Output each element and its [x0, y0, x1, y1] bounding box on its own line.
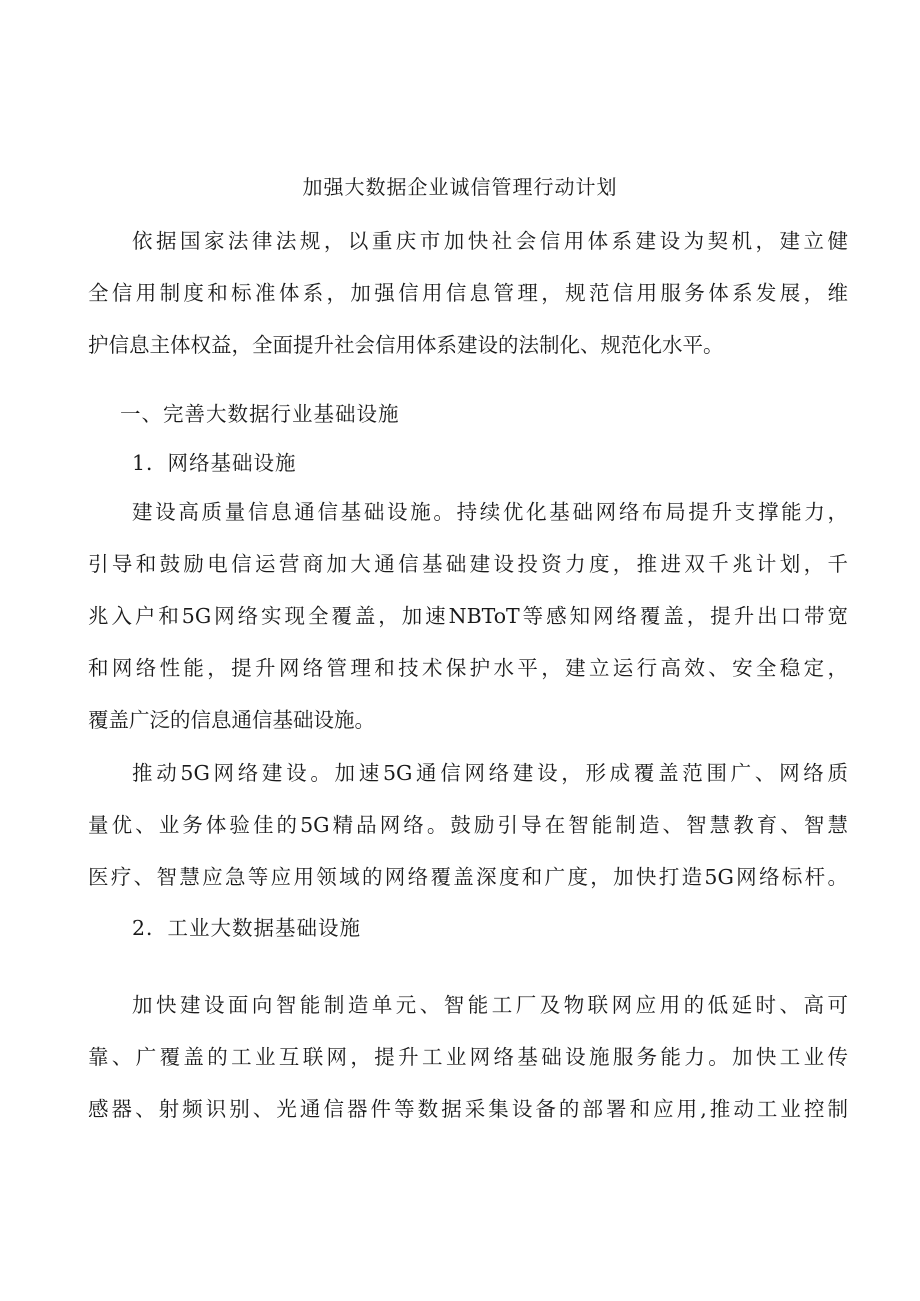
sub1-para2-line-3: 医疗、智慧应急等应用领域的网络覆盖深度和广度，加快打造5G网络标杆。: [88, 865, 848, 889]
sub2-para1-line-2: 靠、广覆盖的工业互联网，提升工业网络基础设施服务能力。加快工业传: [88, 1045, 848, 1069]
sub1-para2-line-1: 推动5G网络建设。加速5G通信网络建设，形成覆盖范围广、网络质: [132, 761, 848, 785]
intro-line-2: 全信用制度和标准体系，加强信用信息管理，规范信用服务体系发展，维: [88, 281, 848, 305]
sub2-para1-line-1: 加快建设面向智能制造单元、智能工厂及物联网应用的低延时、高可: [132, 993, 848, 1017]
sub1-para2-line-2: 量优、业务体验佳的5G精品网络。鼓励引导在智能制造、智慧教育、智慧: [88, 813, 848, 837]
sub1-para1-line-2: 引导和鼓励电信运营商加大通信基础建设投资力度，推进双千兆计划，千: [88, 552, 848, 576]
sub1-para1-line-3: 兆入户和5G网络实现全覆盖，加速NBToT等感知网络覆盖，提升出口带宽: [88, 604, 848, 628]
sub1-para1-line-5: 覆盖广泛的信息通信基础设施。: [88, 708, 375, 732]
sub1-para1-line-4: 和网络性能，提升网络管理和技术保护水平，建立运行高效、安全稳定，: [88, 656, 848, 680]
section-1-heading: 一、完善大数据行业基础设施: [120, 402, 400, 426]
sub1-para1-line-1: 建设高质量信息通信基础设施。持续优化基础网络布局提升支撑能力，: [132, 500, 848, 524]
intro-line-3: 护信息主体权益，全面提升社会信用体系建设的法制化、规范化水平。: [88, 333, 724, 357]
intro-line-1: 依据国家法律法规，以重庆市加快社会信用体系建设为契机，建立健: [132, 229, 848, 253]
sub2-para1-line-3: 感器、射频识别、光通信器件等数据采集设备的部署和应用,推动工业控制: [88, 1097, 848, 1121]
document-title: 加强大数据企业诚信管理行动计划: [302, 175, 618, 199]
subsection-2-heading: 2．工业大数据基础设施: [132, 916, 362, 940]
subsection-1-heading: 1．网络基础设施: [132, 451, 297, 475]
